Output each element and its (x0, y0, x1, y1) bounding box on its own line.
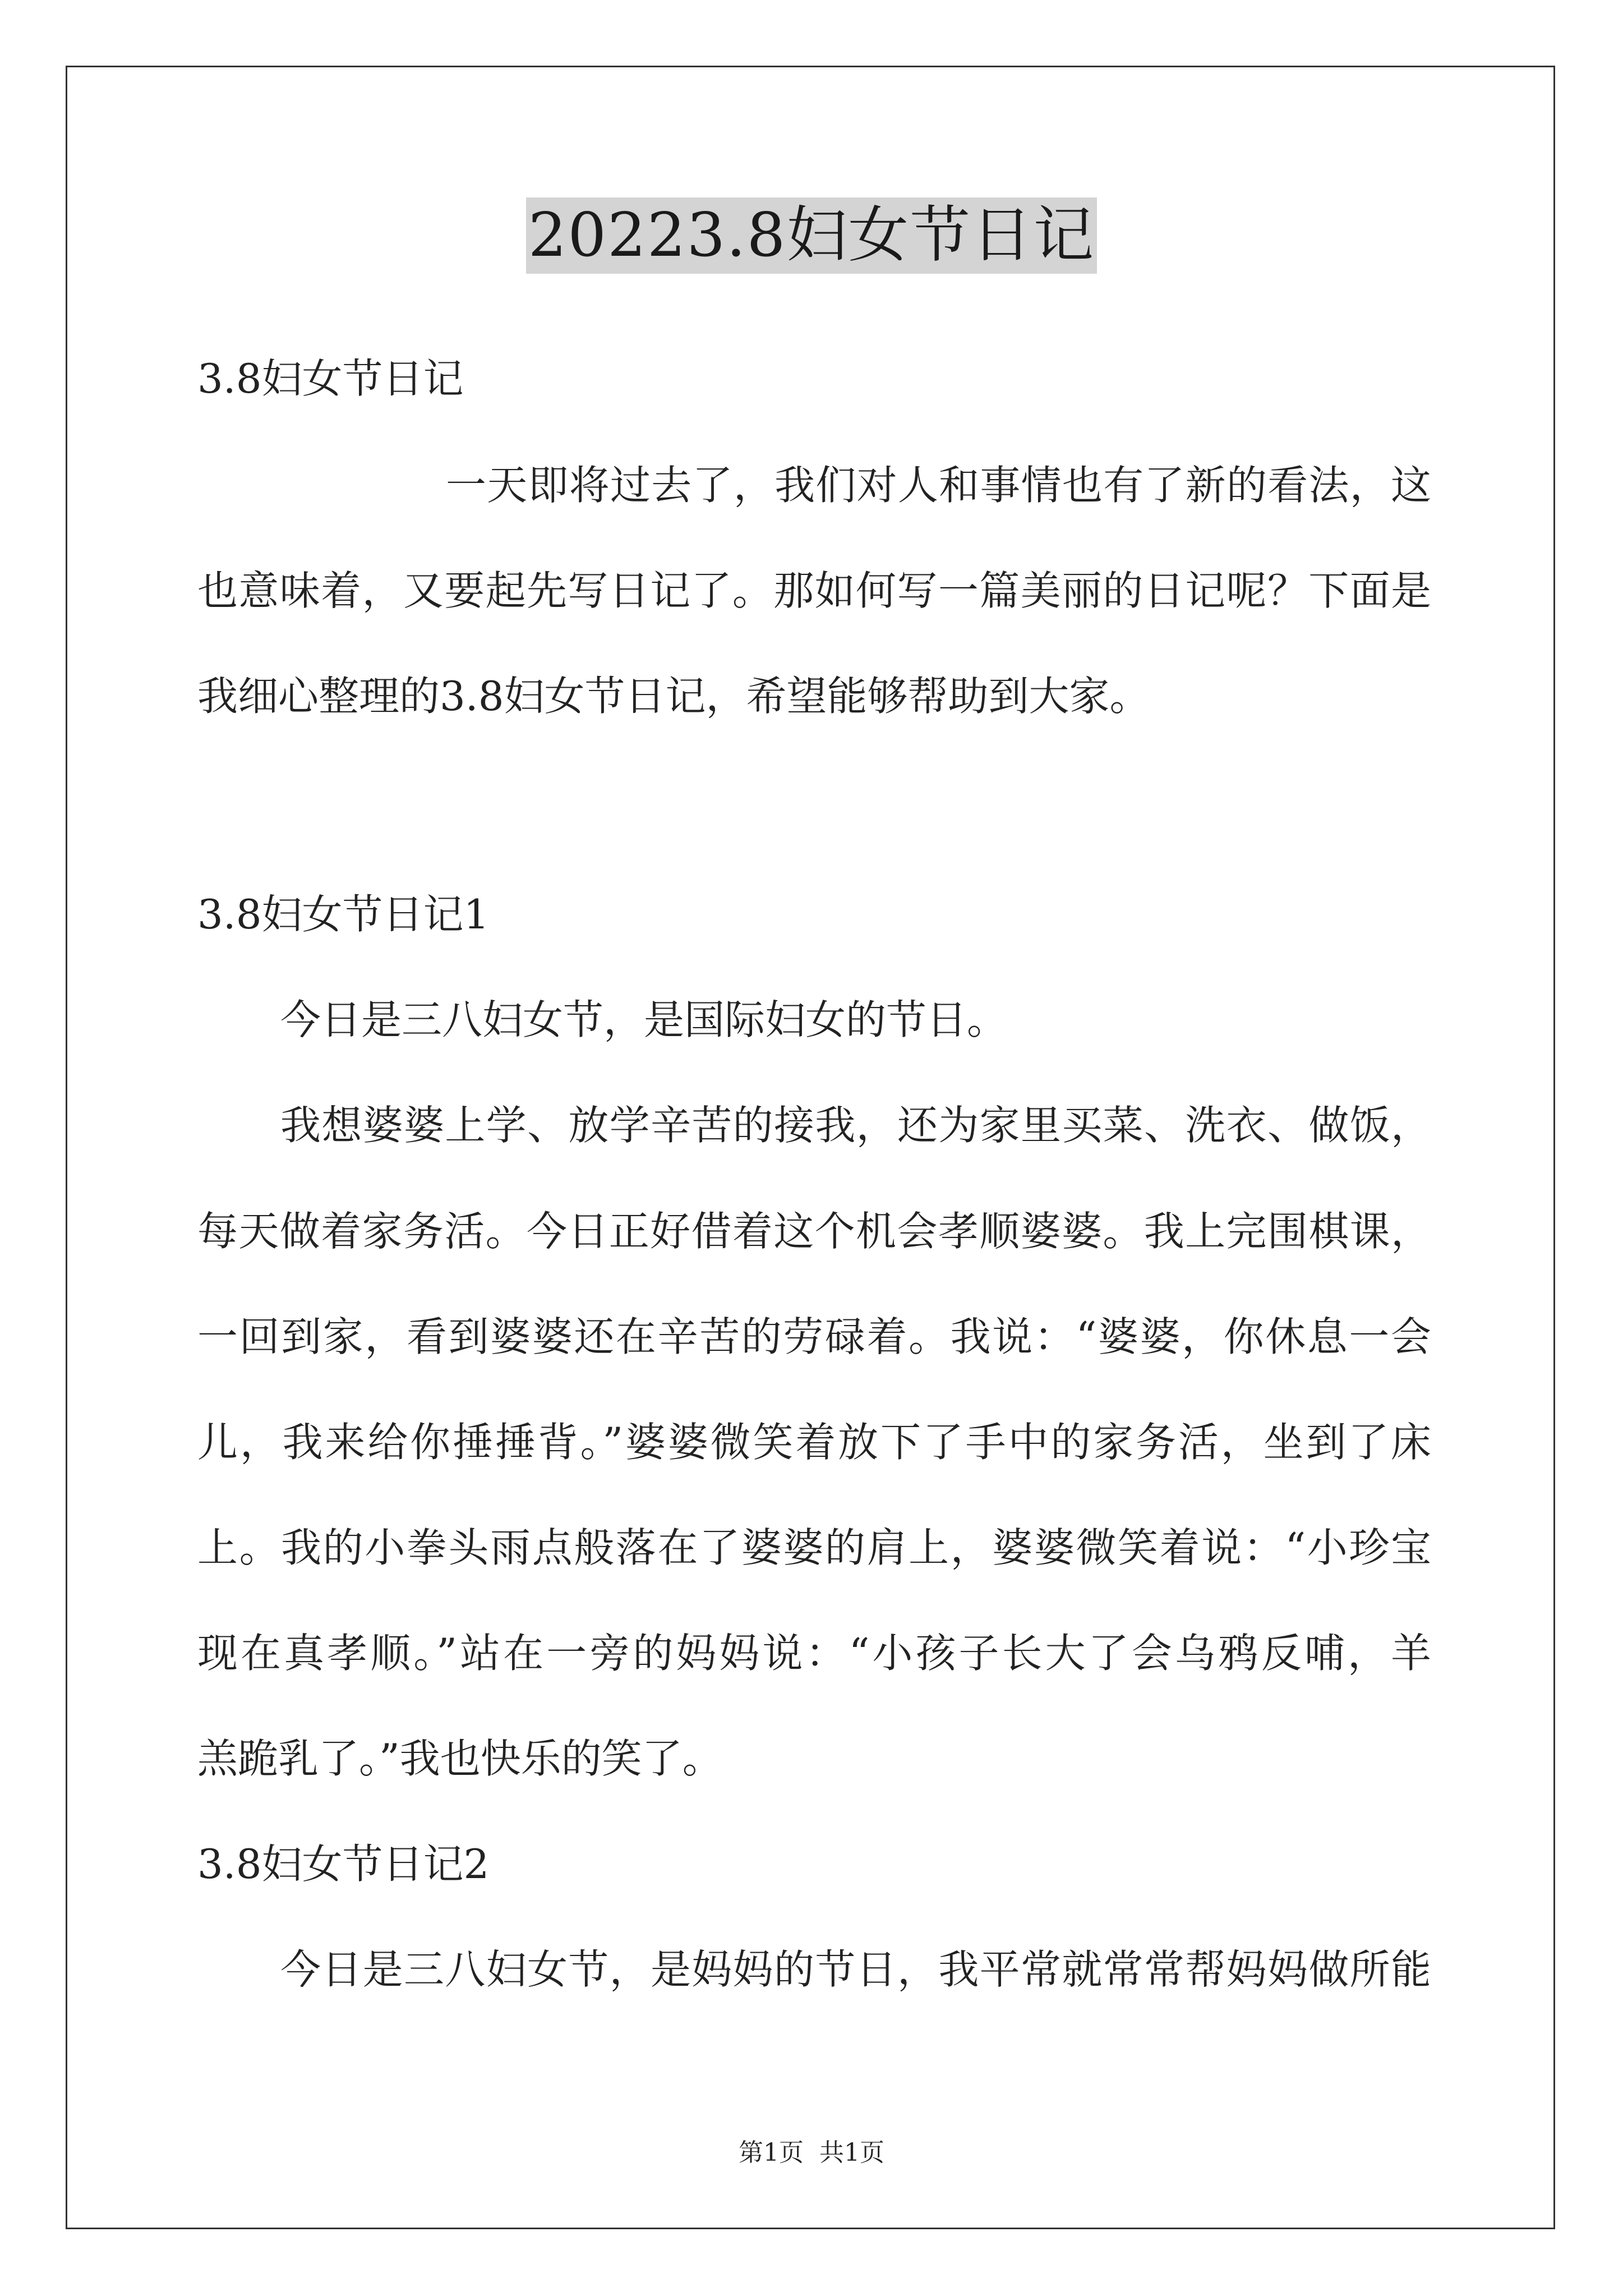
title-container (0, 197, 1623, 274)
section1-p2-line-1: 我想婆婆上学、放学辛苦的接我，还为家里买菜、洗衣、做饭， (280, 1102, 1431, 1149)
section1-p2-line-4: 儿，我来给你捶捶背。”婆婆微笑着放下了手中的家务活，坐到了床 (197, 1419, 1431, 1466)
intro-line-3: 我细心整理的3.8妇女节日记，希望能够帮助到大家。 (197, 673, 1150, 720)
section1-p2-line-3: 一回到家，看到婆婆还在辛苦的劳碌着。我说：“婆婆，你休息一会 (197, 1313, 1431, 1360)
section2-heading: 3.8妇女节日记2 (197, 1841, 490, 1888)
section1-heading: 3.8妇女节日记1 (197, 891, 490, 938)
document-title: 20223.8妇女节日记 (526, 197, 1098, 274)
section1-p2-line-2: 每天做着家务活。今日正好借着这个机会孝顺婆婆。我上完围棋课， (197, 1208, 1431, 1255)
intro-line-2: 也意味着，又要起先写日记了。那如何写一篇美丽的日记呢？下面是 (197, 567, 1431, 614)
intro-heading: 3.8妇女节日记 (197, 355, 464, 402)
footer-total-pages: 共1页 (819, 2138, 884, 2167)
section1-p2-line-5: 上。我的小拳头雨点般落在了婆婆的肩上，婆婆微笑着说：“小珍宝 (197, 1524, 1431, 1571)
page-footer (0, 2137, 1623, 2169)
section1-p2-line-7: 羔跪乳了。”我也快乐的笑了。 (197, 1735, 723, 1782)
section2-p1-line-1: 今日是三八妇女节，是妈妈的节日，我平常就常常帮妈妈做所能 (280, 1946, 1431, 1993)
footer-page-number: 第1页 (739, 2138, 804, 2167)
intro-line-1: 一天即将过去了，我们对人和事情也有了新的看法，这 (446, 462, 1431, 509)
section1-paragraph-1: 今日是三八妇女节，是国际妇女的节日。 (280, 996, 1008, 1043)
section1-p2-line-6: 现在真孝顺。”站在一旁的妈妈说：“小孩子长大了会乌鸦反哺，羊 (197, 1630, 1431, 1677)
